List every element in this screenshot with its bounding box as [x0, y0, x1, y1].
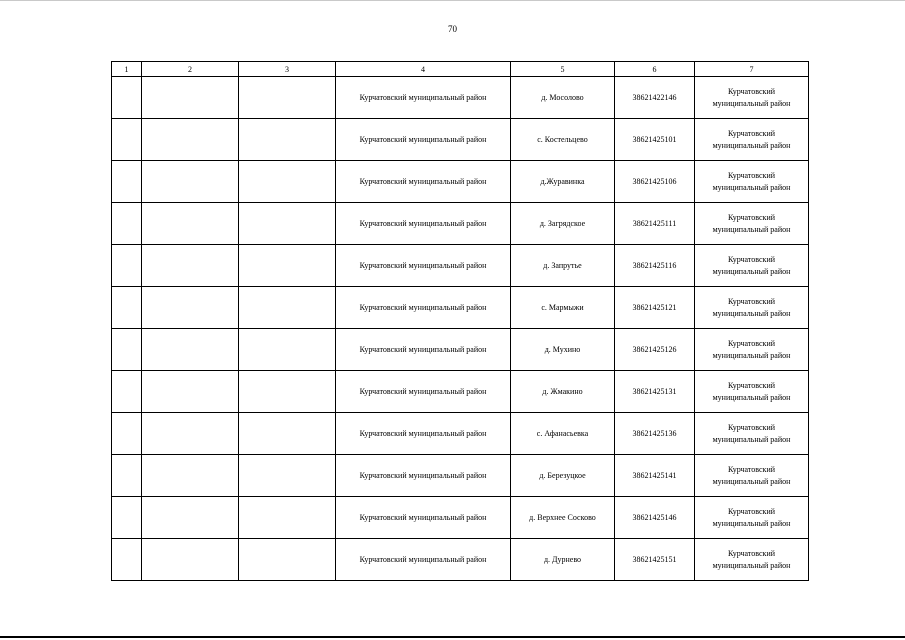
cell-col-3 — [239, 497, 336, 539]
cell-col-5: д. Мухино — [511, 329, 615, 371]
cell-col-7 — [695, 455, 809, 497]
cell-col-2 — [142, 455, 239, 497]
cell-col-5: с. Костельцево — [511, 119, 615, 161]
column-header-2: 2 — [142, 62, 239, 77]
cell-col-6: 38621425106 — [615, 161, 695, 203]
cell-col-4: Курчатовский муниципальный район — [336, 329, 511, 371]
cell-col-1 — [112, 161, 142, 203]
column-header-7: 7 — [695, 62, 809, 77]
cell-col-6: 38621425136 — [615, 413, 695, 455]
cell-col-6: 38621425146 — [615, 497, 695, 539]
cell-col-7-line-1: Курчатовский — [727, 380, 776, 390]
cell-col-7-line-2: муниципальный район — [712, 224, 791, 234]
cell-col-2 — [142, 539, 239, 581]
cell-col-2 — [142, 161, 239, 203]
column-header-1: 1 — [112, 62, 142, 77]
cell-col-7 — [695, 77, 809, 119]
cell-col-7 — [695, 287, 809, 329]
column-header-3: 3 — [239, 62, 336, 77]
cell-col-3 — [239, 245, 336, 287]
column-header-6: 6 — [615, 62, 695, 77]
cell-col-7 — [695, 371, 809, 413]
table-row — [112, 497, 809, 539]
header-row — [112, 62, 809, 77]
cell-col-3 — [239, 287, 336, 329]
cell-col-1 — [112, 539, 142, 581]
table-row — [112, 245, 809, 287]
cell-col-5: д. Березуцкое — [511, 455, 615, 497]
cell-col-7-line-1: Курчатовский — [727, 170, 776, 180]
cell-col-7 — [695, 245, 809, 287]
cell-col-6: 38621425131 — [615, 371, 695, 413]
table-row — [112, 287, 809, 329]
table-row — [112, 413, 809, 455]
cell-col-6: 38621425151 — [615, 539, 695, 581]
cell-col-3 — [239, 77, 336, 119]
table-row — [112, 329, 809, 371]
cell-col-2 — [142, 203, 239, 245]
cell-col-6: 38621425141 — [615, 455, 695, 497]
table-row — [112, 161, 809, 203]
cell-col-7-line-2: муниципальный район — [712, 140, 791, 150]
cell-col-7-line-1: Курчатовский — [727, 86, 776, 96]
table-row — [112, 371, 809, 413]
cell-col-3 — [239, 539, 336, 581]
cell-col-7 — [695, 119, 809, 161]
cell-col-7-line-1: Курчатовский — [727, 128, 776, 138]
cell-col-5: д. Верхнее Сосково — [511, 497, 615, 539]
cell-col-7-line-1: Курчатовский — [727, 212, 776, 222]
cell-col-5: д. Дурнево — [511, 539, 615, 581]
cell-col-4: Курчатовский муниципальный район — [336, 119, 511, 161]
table-row — [112, 77, 809, 119]
cell-col-1 — [112, 455, 142, 497]
table-row — [112, 539, 809, 581]
cell-col-2 — [142, 329, 239, 371]
cell-col-7-line-1: Курчатовский — [727, 296, 776, 306]
cell-col-7-line-2: муниципальный район — [712, 518, 791, 528]
page-number: 70 — [448, 24, 457, 34]
cell-col-7 — [695, 413, 809, 455]
cell-col-3 — [239, 203, 336, 245]
cell-col-3 — [239, 119, 336, 161]
column-header-5: 5 — [511, 62, 615, 77]
scan-edge-bottom — [0, 636, 905, 638]
cell-col-2 — [142, 497, 239, 539]
cell-col-6: 38621425116 — [615, 245, 695, 287]
cell-col-3 — [239, 329, 336, 371]
cell-col-7-line-1: Курчатовский — [727, 338, 776, 348]
cell-col-7 — [695, 203, 809, 245]
cell-col-7-line-2: муниципальный район — [712, 182, 791, 192]
cell-col-1 — [112, 77, 142, 119]
cell-col-6: 38621425126 — [615, 329, 695, 371]
cell-col-7-line-1: Курчатовский — [727, 506, 776, 516]
cell-col-7-line-2: муниципальный район — [712, 98, 791, 108]
cell-col-7 — [695, 539, 809, 581]
cell-col-4: Курчатовский муниципальный район — [336, 371, 511, 413]
cell-col-4: Курчатовский муниципальный район — [336, 245, 511, 287]
cell-col-3 — [239, 413, 336, 455]
table-row — [112, 203, 809, 245]
cell-col-7 — [695, 329, 809, 371]
cell-col-6: 38621422146 — [615, 77, 695, 119]
cell-col-2 — [142, 119, 239, 161]
cell-col-7-line-2: муниципальный район — [712, 350, 791, 360]
table-row — [112, 119, 809, 161]
cell-col-2 — [142, 245, 239, 287]
cell-col-7-line-2: муниципальный район — [712, 392, 791, 402]
cell-col-1 — [112, 413, 142, 455]
cell-col-5: д. Загрядское — [511, 203, 615, 245]
cell-col-6: 38621425101 — [615, 119, 695, 161]
cell-col-5: д. Мосолово — [511, 77, 615, 119]
table-row — [112, 455, 809, 497]
cell-col-7 — [695, 161, 809, 203]
cell-col-1 — [112, 329, 142, 371]
cell-col-1 — [112, 287, 142, 329]
cell-col-6: 38621425111 — [615, 203, 695, 245]
cell-col-7-line-2: муниципальный район — [712, 476, 791, 486]
cell-col-3 — [239, 161, 336, 203]
cell-col-4: Курчатовский муниципальный район — [336, 77, 511, 119]
cell-col-7-line-2: муниципальный район — [712, 434, 791, 444]
cell-col-1 — [112, 371, 142, 413]
table-header — [112, 62, 809, 77]
cell-col-7-line-2: муниципальный район — [712, 308, 791, 318]
column-header-4: 4 — [336, 62, 511, 77]
cell-col-7-line-1: Курчатовский — [727, 422, 776, 432]
cell-col-7-line-1: Курчатовский — [727, 548, 776, 558]
cell-col-4: Курчатовский муниципальный район — [336, 203, 511, 245]
cell-col-1 — [112, 245, 142, 287]
cell-col-6: 38621425121 — [615, 287, 695, 329]
cell-col-4: Курчатовский муниципальный район — [336, 161, 511, 203]
cell-col-2 — [142, 287, 239, 329]
cell-col-1 — [112, 203, 142, 245]
cell-col-7-line-2: муниципальный район — [712, 560, 791, 570]
cell-col-7-line-2: муниципальный район — [712, 266, 791, 276]
cell-col-4: Курчатовский муниципальный район — [336, 455, 511, 497]
cell-col-5: с. Мармыжи — [511, 287, 615, 329]
cell-col-4: Курчатовский муниципальный район — [336, 287, 511, 329]
scan-edge-top — [0, 0, 905, 1]
cell-col-1 — [112, 119, 142, 161]
cell-col-3 — [239, 371, 336, 413]
cell-col-4: Курчатовский муниципальный район — [336, 497, 511, 539]
cell-col-5: д. Жмакино — [511, 371, 615, 413]
cell-col-7 — [695, 497, 809, 539]
table-body — [112, 77, 809, 581]
cell-col-4: Курчатовский муниципальный район — [336, 413, 511, 455]
cell-col-5: д.Журавинка — [511, 161, 615, 203]
cell-col-7-line-1: Курчатовский — [727, 464, 776, 474]
cell-col-7-line-1: Курчатовский — [727, 254, 776, 264]
cell-col-3 — [239, 455, 336, 497]
cell-col-2 — [142, 77, 239, 119]
cell-col-4: Курчатовский муниципальный район — [336, 539, 511, 581]
cell-col-1 — [112, 497, 142, 539]
cell-col-2 — [142, 413, 239, 455]
cell-col-5: д. Запрутье — [511, 245, 615, 287]
settlements-table — [111, 61, 809, 581]
cell-col-2 — [142, 371, 239, 413]
cell-col-5: с. Афанасьевка — [511, 413, 615, 455]
